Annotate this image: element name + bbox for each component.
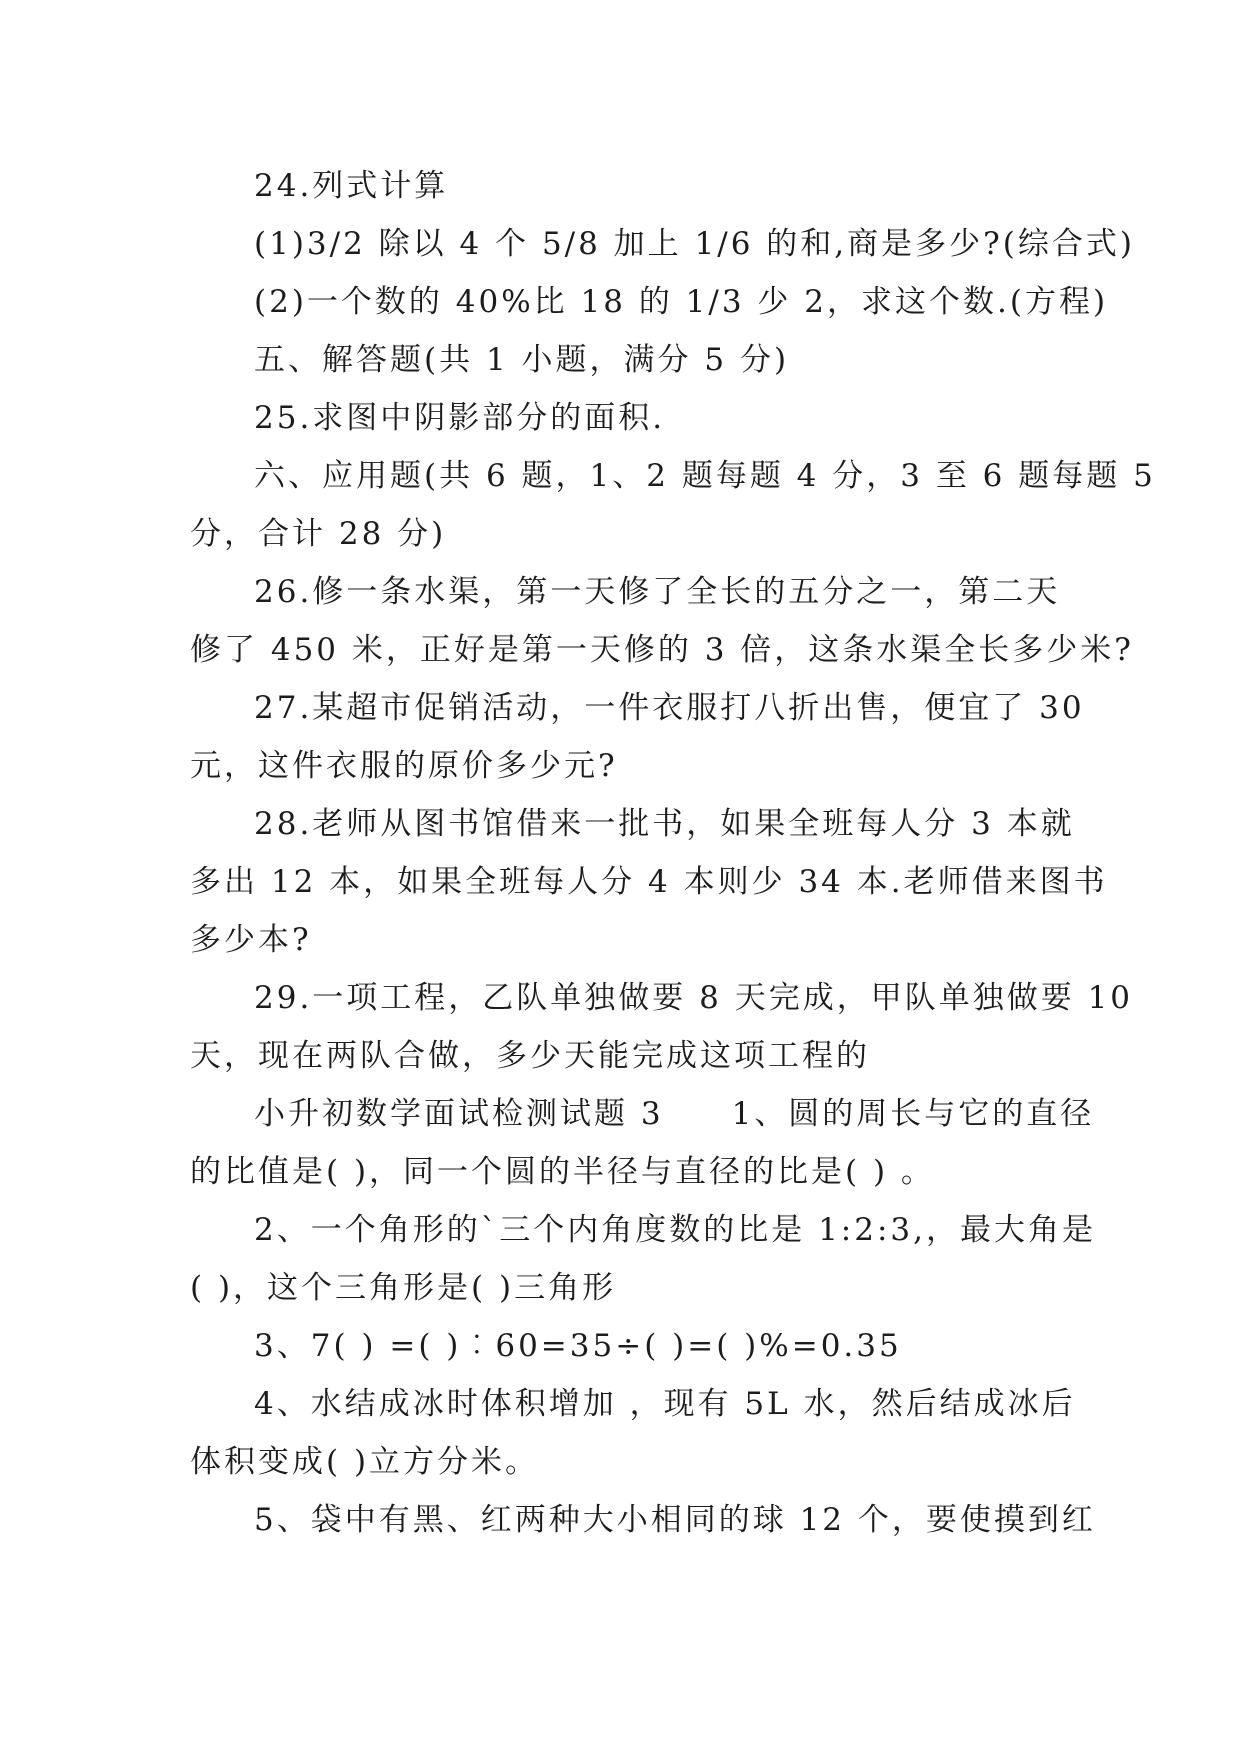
test3-q5-line1: 5、袋中有黑、红两种大小相同的球 12 个，要使摸到红 — [254, 1502, 1096, 1538]
section-5-heading: 五、解答题(共 1 小题，满分 5 分) — [254, 342, 790, 378]
test3-q2-line2: ( )，这个三角形是( )三角形 — [190, 1270, 617, 1306]
section-6-heading-cont: 分，合计 28 分) — [190, 516, 447, 552]
q27-line2: 元，这件衣服的原价多少元? — [190, 748, 618, 784]
test3-q3: 3、7( ) =( )︰60=35÷( )=( )%=0.35 — [254, 1328, 902, 1364]
q28-line3: 多少本? — [190, 922, 312, 958]
q26-line2: 修了 450 米，正好是第一天修的 3 倍，这条水渠全长多少米? — [190, 632, 1134, 668]
q27-line1: 27.某超市促销活动，一件衣服打八折出售，便宜了 30 — [254, 690, 1085, 726]
test3-q1-cont: 的比值是( )，同一个圆的半径与直径的比是( ) 。 — [190, 1154, 935, 1190]
q26-line1: 26.修一条水渠，第一天修了全长的五分之一，第二天 — [254, 574, 1061, 610]
q29-line2: 天，现在两队合做，多少天能完成这项工程的 — [190, 1038, 870, 1074]
test3-q4-line2: 体积变成( )立方分米。 — [190, 1444, 540, 1480]
q24-part2: (2)一个数的 40%比 18 的 1/3 少 2，求这个数.(方程) — [254, 284, 1109, 320]
q24-heading: 24.列式计算 — [254, 168, 449, 204]
q24-part1: (1)3/2 除以 4 个 5/8 加上 1/6 的和,商是多少?(综合式) — [254, 226, 1135, 262]
test3-q2-line1: 2、一个角形的`三个内角度数的比是 1:2:3,，最大角是 — [254, 1212, 1096, 1248]
test3-title-q1: 小升初数学面试检测试题 3 1、圆的周长与它的直径 — [254, 1096, 1095, 1132]
test3-q4-line1: 4、水结成冰时体积增加 ，现有 5L 水，然后结成冰后 — [254, 1386, 1076, 1422]
q28-line2: 多出 12 本，如果全班每人分 4 本则少 34 本.老师借来图书 — [190, 864, 1108, 900]
q29-line1: 29.一项工程，乙队单独做要 8 天完成，甲队单独做要 10 — [254, 980, 1134, 1016]
q28-line1: 28.老师从图书馆借来一批书，如果全班每人分 3 本就 — [254, 806, 1075, 842]
section-6-heading: 六、应用题(共 6 题，1、2 题每题 4 分，3 至 6 题每题 5 — [254, 458, 1156, 494]
q25: 25.求图中阴影部分的面积. — [254, 400, 666, 436]
